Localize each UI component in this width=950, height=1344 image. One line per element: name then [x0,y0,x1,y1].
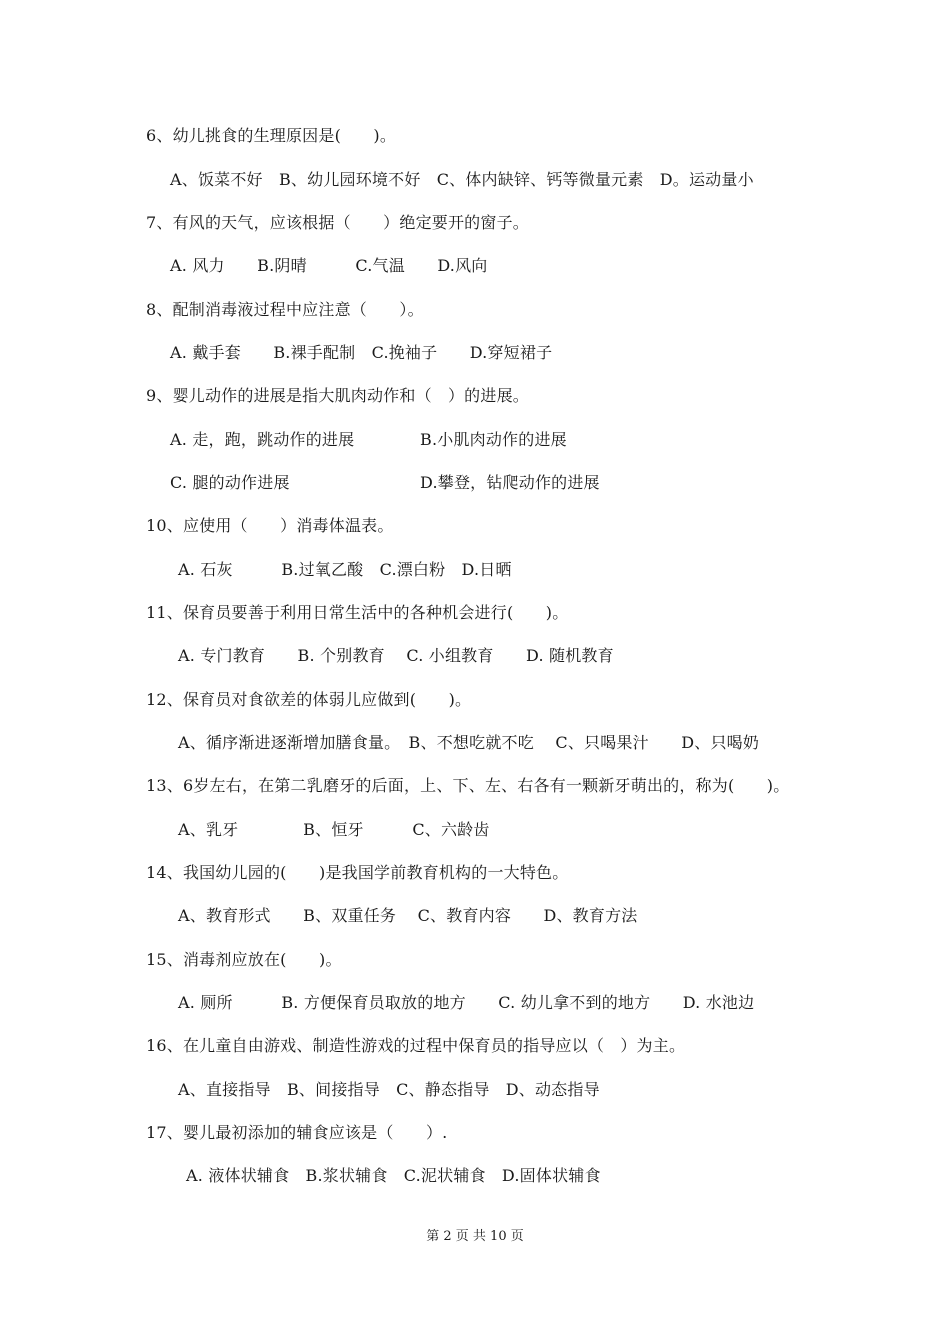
question-12-stem: 12、保育员对食欲差的体弱儿应做到( )。 [146,690,472,709]
question-9-option-c: C. 腿的动作进展 [170,473,290,492]
question-9-option-a: A. 走，跑，跳动作的进展 [170,430,355,449]
question-9-stem: 9、婴儿动作的进展是指大肌肉动作和（ ）的进展。 [146,386,529,405]
question-17-options: A. 液体状辅食 B.浆状辅食 C.泥状辅食 D.固体状辅食 [186,1166,601,1185]
question-16-options: A、直接指导 B、间接指导 C、静态指导 D、动态指导 [178,1080,600,1099]
question-14-options: A、教育形式 B、双重任务 C、教育内容 D、教育方法 [178,906,638,925]
question-14-stem: 14、我国幼儿园的( )是我国学前教育机构的一大特色。 [146,863,569,882]
question-8-options: A. 戴手套 B.裸手配制 C.挽袖子 D.穿短裙子 [170,343,553,362]
question-7-stem: 7、有风的天气，应该根据（ ）绝定要开的窗子。 [146,213,529,232]
question-13-options: A、乳牙 B、恒牙 C、六龄齿 [178,820,490,839]
question-9-option-d: D.攀登，钻爬动作的进展 [420,473,600,492]
question-8-stem: 8、配制消毒液过程中应注意（ ）。 [146,300,424,319]
question-11-stem: 11、保育员要善于利用日常生活中的各种机会进行( )。 [146,603,569,622]
question-12-options: A、循序渐进逐渐增加膳食量。 B、不想吃就不吃 C、只喝果汁 D、只喝奶 [178,733,760,752]
page-number-footer: 第 2 页 共 10 页 [426,1229,524,1244]
question-6-options: A、饭菜不好 B、幼儿园环境不好 C、体内缺锌、钙等微量元素 D。运动量小 [170,170,754,189]
question-16-stem: 16、在儿童自由游戏、制造性游戏的过程中保育员的指导应以（ ）为主。 [146,1036,686,1055]
question-7-options: A. 风力 B.阴晴 C.气温 D.风向 [170,256,488,275]
question-10-stem: 10、应使用（ ）消毒体温表。 [146,516,394,535]
question-15-stem: 15、消毒剂应放在( )。 [146,950,342,969]
question-15-options: A. 厕所 B. 方便保育员取放的地方 C. 幼儿拿不到的地方 D. 水池边 [178,993,755,1012]
question-11-options: A. 专门教育 B. 个别教育 C. 小组教育 D. 随机教育 [178,646,614,665]
question-13-stem: 13、6岁左右，在第二乳磨牙的后面，上、下、左、右各有一颗新牙萌出的，称为( )。 [146,776,790,795]
question-9-option-b: B.小肌肉动作的进展 [420,430,567,449]
question-17-stem: 17、婴儿最初添加的辅食应该是（ ）. [146,1123,448,1142]
question-10-options: A. 石灰 B.过氧乙酸 C.漂白粉 D.日晒 [178,560,512,579]
question-6-stem: 6、幼儿挑食的生理原因是( )。 [146,126,397,145]
